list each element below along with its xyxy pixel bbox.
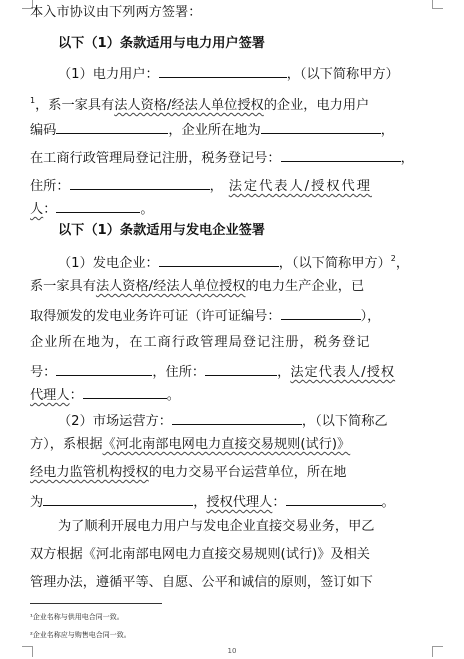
para-line-3: 管理办法，遵循平等、自愿、公平和诚信的原则，签订如下 [30,575,373,590]
user-code-field[interactable] [56,120,168,134]
gen-l2a: 系一家具有 [30,279,96,294]
gen-l6b: 。 [166,388,180,403]
user-l2b: 的企业，电力用户 [263,98,370,113]
user-l5w: 法定代表人/授权代理 [228,179,372,194]
op-l3b: 为 [30,495,44,510]
op-label: （2）市场运营方： [58,414,172,429]
gen-l3a: 取得颁发的发电业务许可证（许可证编号： [30,309,281,324]
footnote-ref-1: 1 [30,96,36,105]
op-l3w: 经电力监管机构授权 [30,465,149,480]
page-number: 10 [227,647,237,655]
section-title-generator: 以下（1）条款适用与发电企业签署 [58,223,265,238]
gen-address-field[interactable] [205,362,277,376]
footnote-2: ²企业名称应与购售电合同一致。 [30,631,131,639]
gen-l3b: ）， [360,309,381,324]
margin-corner-top-right [432,0,443,9]
op-l4c: ： [272,495,286,510]
user-l4b: ， [400,151,414,166]
user-l5b: ， [209,179,223,194]
op-l4w: 授权代理人 [206,495,273,510]
user-abbrev: ，（以下简称甲方） [286,67,399,82]
op-l2a: 方），系根据 [30,437,103,452]
footnote-ref-2: 2 [390,254,396,263]
user-l6b: 。 [140,202,154,217]
user-line-5 [30,176,372,196]
gen-line-2 [30,278,364,296]
gen-line-3 [30,306,380,326]
user-line-3 [30,120,394,140]
gen-line-4: 企业所在地为，在工商行政管理局登记注册，税务登记 [30,335,371,350]
gen-l1-comma: ， [395,256,410,271]
gen-line-1 [58,250,409,273]
op-l4d: 。 [381,495,395,510]
user-l6a: ： [43,202,57,217]
gen-line-6 [30,385,180,405]
gen-l5w: 法定代表人/授权 [290,365,396,380]
op-agent-field[interactable] [286,492,382,506]
user-l3b: ，企业所在地为 [168,123,261,138]
para-line-2: 双方根据《河北南部电网电力直接交易规则(试行)》及相关 [30,547,370,562]
gen-l5a: 号： [30,365,57,380]
gen-line-5 [30,362,395,382]
user-line-6 [30,199,154,219]
op-line-4 [30,492,395,512]
op-l4b: ， [193,495,207,510]
op-name-field[interactable] [172,411,302,425]
intro-line: 本入市协议由下列两方签署： [30,5,202,20]
gen-l2w: 法人资格/经法人单位授权 [95,279,246,294]
user-line-4 [30,148,414,168]
op-line-1 [58,411,388,431]
user-name-field[interactable] [159,64,287,78]
user-l2a: ，系一家具有 [35,98,115,113]
gen-agent-field[interactable] [83,385,167,399]
gen-l6a: ： [69,388,83,403]
gen-abbrev: ，（以下简称甲方） [278,256,391,271]
footnote-1: ¹企业名称与供用电合同一致。 [30,613,124,621]
user-agent-field[interactable] [56,199,140,213]
op-l3a: 的电力交易平台运营单位，所在地 [148,465,347,480]
user-label: （1）电力用户： [58,67,159,82]
op-line-3 [30,464,347,482]
gen-l5b: ，住所： [152,365,206,380]
gen-l5c: ， [277,365,291,380]
user-l3c: ， [380,123,394,138]
user-l5a: 住所： [30,179,70,194]
user-l6w: 人 [30,202,44,217]
op-line-2 [30,436,350,454]
user-tax-field[interactable] [281,148,401,162]
op-l2w: 《河北南部电网电力直接交易规则(试行)》 [102,437,351,452]
user-code-label: 编码 [30,123,57,138]
gen-l6w: 代理人 [30,388,70,403]
user-l2w: 法人资格/经法人单位授权 [114,98,264,113]
gen-tax-field[interactable] [56,362,152,376]
footnote-separator [30,603,162,604]
para-line-1: 为了顺利开展电力用户与发电企业直接交易业务，甲乙 [58,519,375,534]
user-address-field[interactable] [70,176,210,190]
gen-name-field[interactable] [159,253,279,267]
user-l4a: 在工商行政管理局登记注册，税务登记号： [30,151,281,166]
user-line-2 [30,92,369,115]
gen-license-field[interactable] [281,306,361,320]
op-abbrev: ，（以下简称乙 [301,414,388,429]
section-title-user: 以下（1）条款适用与电力用户签署 [58,36,265,51]
op-location-field[interactable] [43,492,193,506]
user-location-field[interactable] [261,120,381,134]
user-line-1 [58,64,399,84]
gen-label: （1）发电企业： [58,256,159,271]
gen-l2b: 的电力生产企业，已 [245,279,365,294]
